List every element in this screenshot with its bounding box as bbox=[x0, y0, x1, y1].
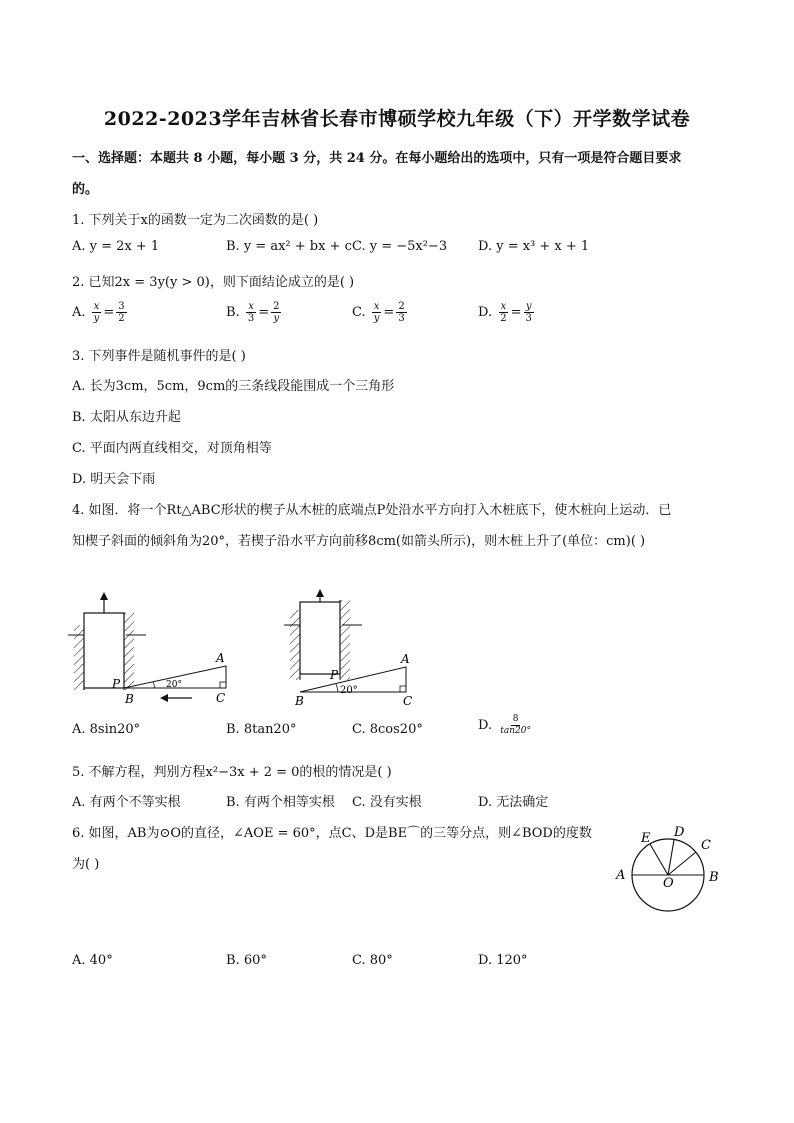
q5-stem: 5. 不解方程，判别方程x²−3x + 2 = 0的根的情况是( ) bbox=[72, 765, 392, 780]
q3-option-d[interactable]: D. 明天会下雨 bbox=[72, 472, 156, 487]
q6-stem-line2: 为( ) bbox=[72, 857, 100, 872]
up-arrow-icon-2 bbox=[316, 589, 324, 597]
q4-figure-left bbox=[68, 592, 226, 706]
q3-option-c[interactable]: C. 平面内两直线相交，对顶角相等 bbox=[72, 441, 272, 456]
q2-option-a[interactable]: A. $\frac{x}{y}$ = $\frac{3}{2}$ bbox=[72, 301, 125, 324]
q2-option-b[interactable]: B. $\frac{x}{3}$ = $\frac{2}{y}$ bbox=[226, 301, 280, 324]
q3-option-a[interactable]: A. 长为3cm，5cm，9cm的三条线段能围成一个三角形 bbox=[72, 379, 395, 394]
label-angle-2: 20° bbox=[340, 685, 358, 696]
section-heading-cont: 的。 bbox=[72, 182, 99, 197]
q4-stem-line2: 知楔子斜面的倾斜角为20°，若楔子沿水平方向前移8cm(如箭头所示)，则木桩上升了(单位：cm)( ) bbox=[72, 534, 646, 549]
q1-option-a[interactable]: A. y = 2x + 1 bbox=[72, 239, 160, 254]
label-B: B bbox=[709, 870, 719, 885]
q6-option-b[interactable]: B. 60° bbox=[226, 953, 267, 968]
q6-option-c[interactable]: C. 80° bbox=[352, 953, 393, 968]
q1-stem: 1. 下列关于x的函数一定为二次函数的是( ) bbox=[72, 213, 319, 228]
label-A: A bbox=[216, 651, 225, 665]
q5-option-b[interactable]: B. 有两个相等实根 bbox=[226, 795, 335, 810]
label-E: E bbox=[641, 831, 651, 846]
label-angle: 20° bbox=[166, 680, 182, 690]
q6-option-a[interactable]: A. 40° bbox=[72, 953, 113, 968]
q4-figure bbox=[60, 585, 430, 710]
q1-option-d[interactable]: D. y = x³ + x + 1 bbox=[478, 239, 590, 254]
label-C: C bbox=[701, 838, 711, 853]
q6-figure bbox=[612, 820, 727, 920]
label-P-2: P bbox=[330, 668, 339, 682]
label-O: O bbox=[663, 876, 674, 891]
left-arrow-icon bbox=[160, 694, 168, 702]
q2-stem: 2. 已知2x = 3y(y > 0)，则下面结论成立的是( ) bbox=[72, 275, 355, 290]
q1-option-b[interactable]: B. y = ax² + bx + c bbox=[226, 239, 352, 254]
q5-option-c[interactable]: C. 没有实根 bbox=[352, 795, 422, 810]
label-C: C bbox=[216, 691, 226, 705]
q2-option-c[interactable]: C. $\frac{x}{y}$ = $\frac{2}{3}$ bbox=[352, 301, 405, 324]
q4-option-c[interactable]: C. 8cos20° bbox=[352, 722, 423, 737]
q5-option-a[interactable]: A. 有两个不等实根 bbox=[72, 795, 181, 810]
q1-option-c[interactable]: C. y = −5x²−3 bbox=[352, 239, 448, 254]
q3-option-b[interactable]: B. 太阳从东边升起 bbox=[72, 410, 181, 425]
label-A: A bbox=[616, 868, 626, 883]
q2-option-d[interactable]: D. $\frac{x}{2}$ = $\frac{y}{3}$ bbox=[478, 301, 532, 324]
page-title: 2022-2023学年吉林省长春市博硕学校九年级（下）开学数学试卷 bbox=[103, 108, 691, 130]
label-B: B bbox=[125, 692, 134, 706]
label-C-2: C bbox=[403, 694, 413, 708]
q6-stem-line1: 6. 如图，AB为⊙O的直径，∠AOE = 60°，点C、D是BE⌒的三等分点，则∠BOD的度数 bbox=[72, 826, 592, 841]
q4-stem-line1: 4. 如图．将一个Rt△ABC形状的楔子从木桩的底端点P处沿水平方向打入木桩底下，使木桩向上运动．已 bbox=[72, 503, 672, 518]
q5-option-d[interactable]: D. 无法确定 bbox=[478, 795, 549, 810]
q4-figure-right bbox=[284, 589, 412, 708]
label-D: D bbox=[674, 825, 685, 840]
label-B-2: B bbox=[295, 694, 304, 708]
q4-option-a[interactable]: A. 8sin20° bbox=[72, 722, 141, 737]
label-P: P bbox=[112, 677, 121, 691]
q6-option-d[interactable]: D. 120° bbox=[478, 953, 528, 968]
q4-option-d[interactable]: D. $\frac{8}{\tan 20^\circ}$ bbox=[478, 714, 531, 736]
label-A-2: A bbox=[401, 652, 410, 666]
q4-option-b[interactable]: B. 8tan20° bbox=[226, 722, 297, 737]
section-heading: 一、选择题：本题共 8 小题，每小题 3 分，共 24 分。在每小题给出的选项中，只有一项是符合题目要求 bbox=[72, 151, 682, 166]
up-arrow-icon bbox=[100, 592, 108, 600]
q3-stem: 3. 下列事件是随机事件的是( ) bbox=[72, 349, 246, 364]
